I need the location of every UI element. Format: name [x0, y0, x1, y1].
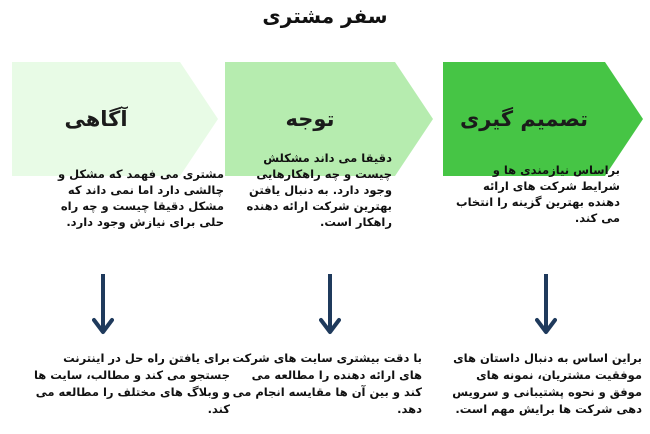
stage-decision	[443, 62, 643, 176]
stage-awareness	[12, 62, 218, 176]
down-arrow-icon	[535, 274, 557, 338]
down-arrow-icon	[92, 274, 114, 338]
stage-description-consideration: دقیقا می داند مشکلش چیست و چه راهکارهایی وجود دارد. به دنبال یافتن بهترین شرکت ارائه دهنده راهکار است.	[246, 151, 392, 229]
stage-action-decision: براین اساس به دنبال داستان های موفقیت مشتریان، نمونه های موفق و نحوه پشتیبانی و سرویس دهی شرکت ها برایش مهم است.	[452, 351, 642, 416]
stage-action-consideration: با دقت بیشتری سایت های شرکت های ارائه دهنده را مطالعه می کند و بین آن ها مقایسه انجام می دهد.	[232, 351, 422, 416]
stage-description-awareness: مشتری می فهمد که مشکل و چالشی دارد اما نمی داند که مشکل دقیقا چیست و چه راه حلی برای نیازش وجود دارد.	[57, 167, 224, 229]
stage-description-decision: براساس نیازمندی ها و شرایط شرکت های ارائه دهنده بهترین گزینه را انتخاب می کند.	[456, 163, 620, 225]
stage-label-consideration: توجه	[285, 107, 335, 131]
down-arrow-icon	[319, 274, 341, 338]
diagram-title: سفر مشتری	[262, 4, 388, 28]
stage-label-decision: تصمیم گیری	[459, 107, 589, 131]
stage-label-awareness: آگاهی	[64, 107, 128, 131]
stage-action-awareness: برای یافتن راه حل در اینترنت جستجو می کند و مطالب، سایت ها و وبلاگ های مختلف را مطالعه می کند.	[33, 351, 230, 416]
